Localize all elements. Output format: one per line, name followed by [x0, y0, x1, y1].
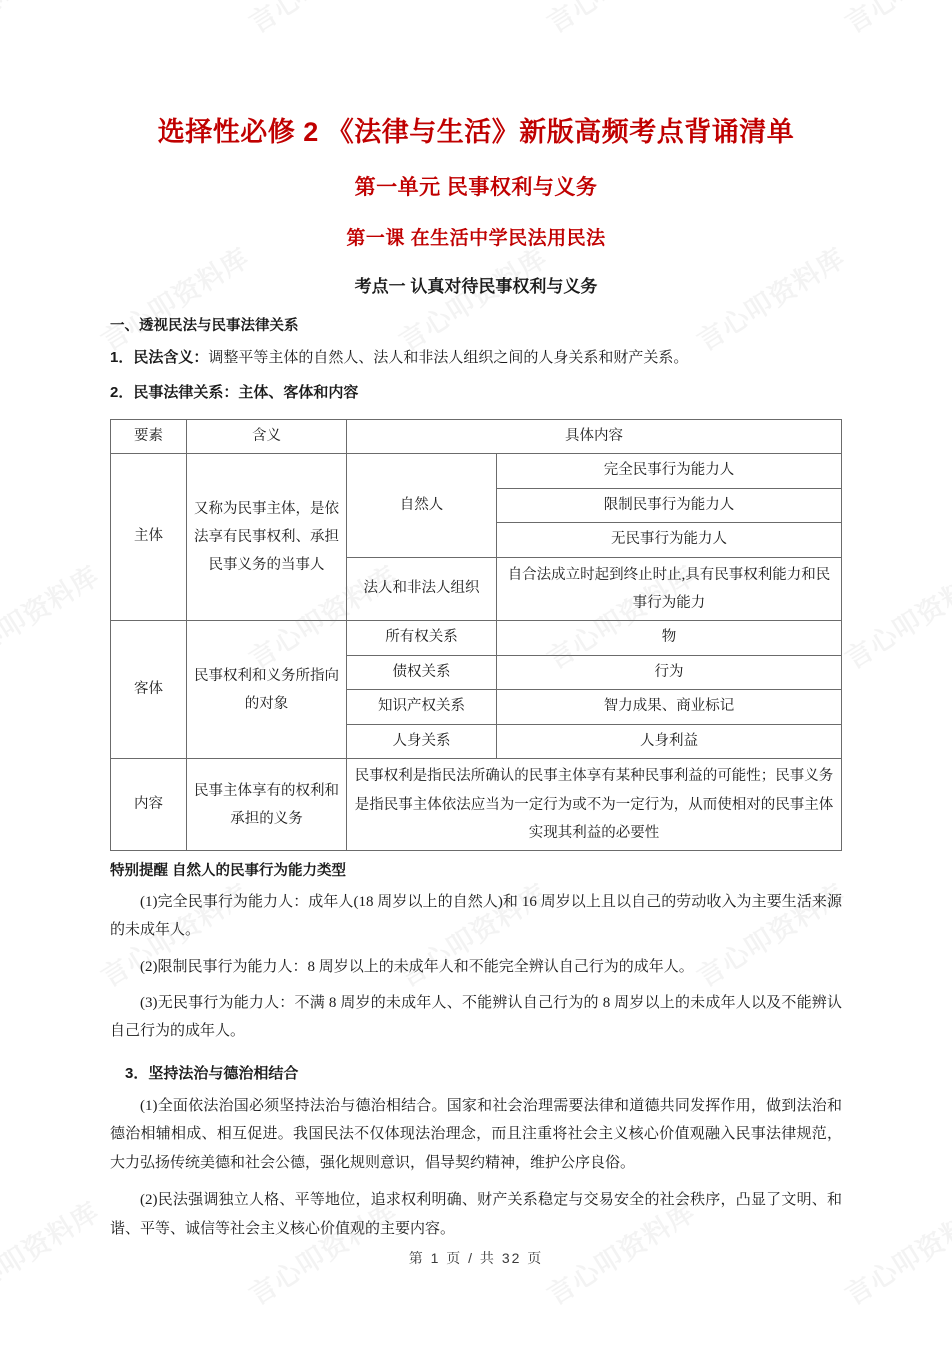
item-1-body: 调整平等主体的自然人、法人和非法人组织之间的人身关系和财产关系。: [208, 350, 689, 366]
special-reminder-heading: 特别提醒 自然人的民事行为能力类型: [110, 863, 347, 880]
cell-sub-zhishichanquan: 知识产权关系: [347, 690, 497, 725]
section-three-heading: 3．坚持法治与德治相结合: [125, 1064, 299, 1082]
cell-element-neirong: 内容: [111, 759, 187, 851]
header-element: 要素: [111, 419, 187, 454]
cell-meaning-keti: 民事权利和义务所指向的对象: [187, 621, 347, 759]
cell-meaning-neirong: 民事主体享有的权利和承担的义务: [187, 759, 347, 851]
header-detail: 具体内容: [347, 419, 842, 454]
item-2-body: 主体、客体和内容: [238, 383, 359, 401]
special-reminder-item-3: (3)无民事行为能力人：不满 8 周岁的未成年人、不能辨认自己行为的 8 周岁以上的未成年人以及不能辨认自己行为的成年人。: [110, 995, 842, 1040]
page-number-label: 第 1 页 / 共 32 页: [408, 1250, 544, 1266]
cell-detail-faren: 自合法成立时起到终止时止,具有民事权利能力和民事行为能力: [497, 557, 842, 621]
cell-detail-zhili: 智力成果、商业标记: [497, 690, 842, 725]
table-row: [111, 621, 842, 656]
cell-detail-wu-obj: 物: [497, 621, 842, 656]
cell-detail-renshenliyi: 人身利益: [497, 724, 842, 759]
cell-sub-renshen: 人身关系: [347, 724, 497, 759]
cell-sub-ziranren: 自然人: [347, 454, 497, 558]
special-reminder-item-2: (2)限制民事行为能力人：8 周岁以上的未成年人和不能完全辨认自己行为的成年人。: [140, 958, 694, 975]
special-reminder-item-1: (1)完全民事行为能力人：成年人(18 周岁以上的自然人)和 16 周岁以上且以自己的劳动收入为主要生活来源的未成年人。: [110, 894, 842, 938]
header-meaning: 含义: [187, 419, 347, 454]
item-minfa-hanyi: [110, 335, 842, 370]
civil-legal-relation-table: [110, 419, 842, 852]
cell-detail-wu: 无民事行为能力人: [497, 523, 842, 558]
cell-sub-suoyouquan: 所有权关系: [347, 621, 497, 656]
lesson-title: 第一课 在生活中学民法用民法: [346, 228, 606, 249]
section-three-paragraph-2: (2)民法强调独立人格、平等地位，追求权利明确、财产关系稳定与交易安全的社会秩序，凸显了文明、和谐、平等、诚信等社会主义核心价值观的主要内容。: [110, 1192, 842, 1237]
page-title: 选择性必修 2 《法律与生活》新版高频考点背诵清单: [157, 117, 795, 147]
section-three-paragraph-1: (1)全面依法治国必须坚持法治与德治相结合。国家和社会治理需要法律和道德共同发挥作用，做到法治和德治相辅相成、相互促进。我国民法不仅体现法治理念，而且注重将社会主义核心价值观融入民事法律规范，大力弘扬传统美德和社会公德，强化规则意识，倡导契约精神，维护公序良俗。: [110, 1097, 842, 1171]
table-row: [111, 454, 842, 489]
cell-detail-neirong: 民事权利是指民法所确认的民事主体享有某种民事利益的可能性；民事义务是指民事主体依法应当为一定行为或不为一定行为，从而使相对的民事主体实现其利益的必要性: [347, 759, 842, 851]
table-header-row: [111, 419, 842, 454]
section-one-heading: 一、透视民法与民事法律关系: [110, 318, 299, 334]
page-footer: [0, 1248, 952, 1268]
table-row: [111, 759, 842, 851]
unit-title: 第一单元 民事权利与义务: [354, 176, 598, 199]
cell-detail-xianzhi: 限制民事行为能力人: [497, 488, 842, 523]
item-1-lead: 1．民法含义：: [110, 349, 209, 366]
cell-element-zhuti: 主体: [111, 454, 187, 621]
cell-detail-wanquan: 完全民事行为能力人: [497, 454, 842, 489]
item-2-lead: 2．民事法律关系：: [110, 383, 239, 401]
item-minshi-falv-guanxi: [110, 370, 842, 405]
cell-sub-zhaiquan: 债权关系: [347, 655, 497, 690]
cell-sub-faren: 法人和非法人组织: [347, 557, 497, 621]
kaodian-title: 考点一 认真对待民事权利与义务: [354, 277, 598, 296]
cell-detail-xingwei: 行为: [497, 655, 842, 690]
cell-element-keti: 客体: [111, 621, 187, 759]
cell-meaning-zhuti: 又称为民事主体，是依法享有民事权利、承担民事义务的当事人: [187, 454, 347, 621]
